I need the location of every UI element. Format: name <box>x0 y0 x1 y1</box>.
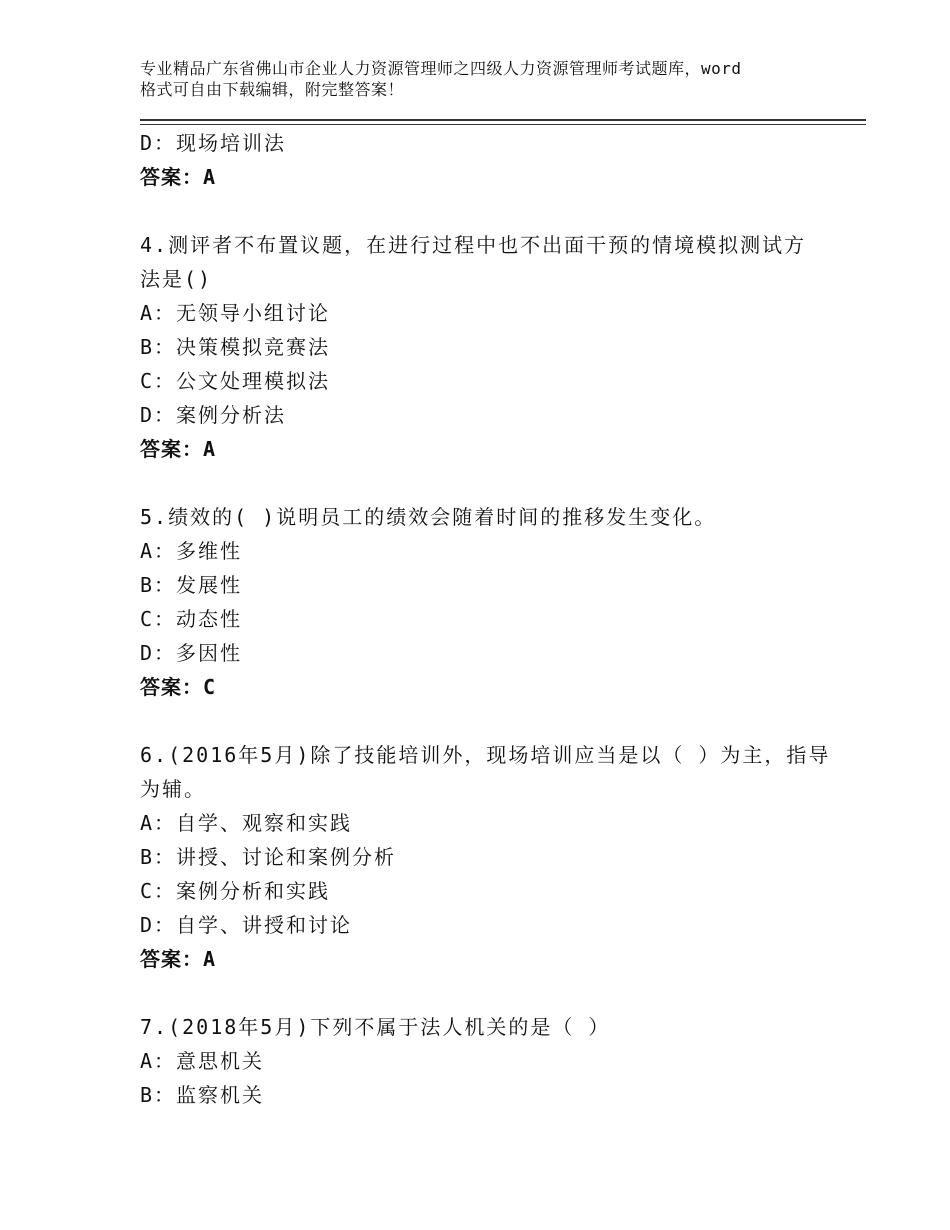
option-a: A：自学、观察和实践 <box>140 811 353 835</box>
option-a: A：无领导小组讨论 <box>140 301 331 325</box>
option-d: D：案例分析法 <box>140 403 287 427</box>
spacer <box>140 466 820 500</box>
option-b: B：监察机关 <box>140 1083 265 1107</box>
question-text-line-1: 4.测评者不布置议题，在进行过程中也不出面干预的情境模拟测试方 <box>140 233 807 257</box>
question-7 <box>140 1010 820 1112</box>
question-text-line-1: 6.(2016年5月)除了技能培训外，现场培训应当是以（ ）为主，指导 <box>140 743 831 767</box>
option-a: A：意思机关 <box>140 1049 265 1073</box>
question-text-line-1: 7.(2018年5月)下列不属于法人机关的是（ ） <box>140 1015 611 1039</box>
option-c: C：案例分析和实践 <box>140 879 331 903</box>
question-text-line-1: 5.绩效的( )说明员工的绩效会随着时间的推移发生变化。 <box>140 505 717 529</box>
question-6 <box>140 738 831 976</box>
answer: 答案：A <box>140 947 217 971</box>
option-b: B：讲授、讨论和案例分析 <box>140 845 397 869</box>
spacer <box>140 704 820 738</box>
option-d: D：自学、讲授和讨论 <box>140 913 353 937</box>
question-4 <box>140 228 820 466</box>
answer: 答案：C <box>140 675 217 699</box>
document-header <box>140 58 840 100</box>
spacer <box>140 976 820 1010</box>
option-b: B：发展性 <box>140 573 243 597</box>
header-rule-thick <box>140 119 866 121</box>
header-line-1: 专业精品广东省佛山市企业人力资源管理师之四级人力资源管理师考试题库，word <box>140 59 742 78</box>
option-a: A：多维性 <box>140 539 243 563</box>
header-line-2: 格式可自由下载编辑，附完整答案！ <box>140 80 405 99</box>
answer: 答案：A <box>140 437 217 461</box>
option-c: C：公文处理模拟法 <box>140 369 331 393</box>
option-c: C：动态性 <box>140 607 243 631</box>
answer: 答案：A <box>140 165 217 189</box>
option-d: D：现场培训法 <box>140 131 287 155</box>
option-d: D：多因性 <box>140 641 243 665</box>
spacer <box>140 194 820 228</box>
document-body <box>140 126 831 1112</box>
question-text-line-2: 法是() <box>140 267 213 291</box>
question-text-line-2: 为辅。 <box>140 777 206 801</box>
question-5 <box>140 500 820 704</box>
option-b: B：决策模拟竞赛法 <box>140 335 331 359</box>
previous-question-tail <box>140 126 820 194</box>
header-rule-thin <box>140 124 866 125</box>
